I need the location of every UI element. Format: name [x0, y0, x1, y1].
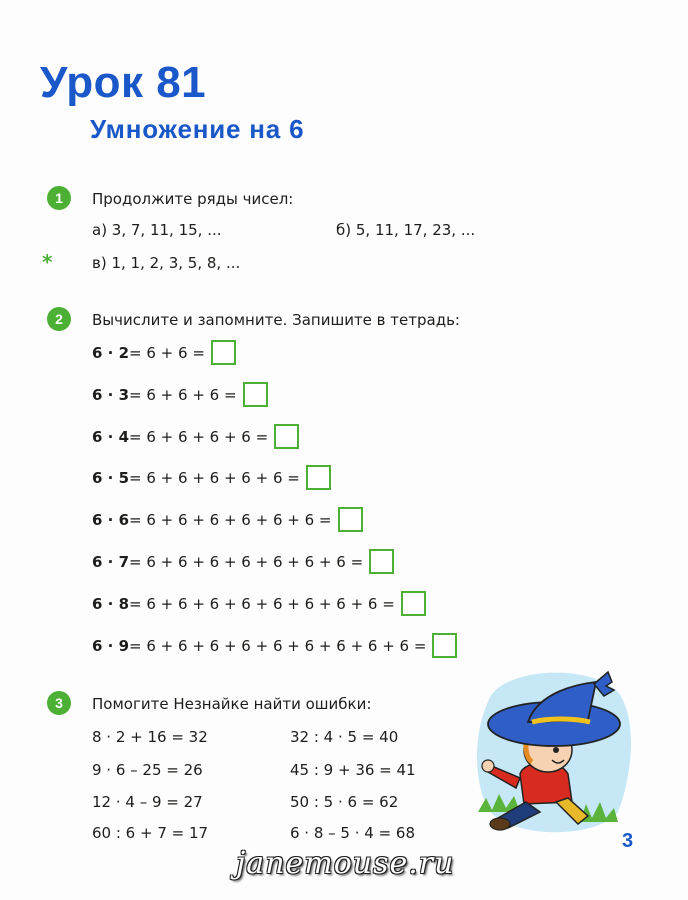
task-2-instruction: Вычислите и запомните. Запишите в тетрадь: — [92, 311, 460, 329]
page-number: 3 — [622, 830, 634, 852]
site-watermark: janemouse.ru — [236, 846, 455, 881]
answer-box[interactable] — [274, 424, 299, 449]
product-expression: 6 · 7 — [92, 552, 130, 571]
task-3-instruction: Помогите Незнайке найти ошибки: — [92, 695, 372, 713]
product-expression: 6 · 9 — [92, 636, 130, 655]
expression-right: 6 · 8 – 5 · 4 = 68 — [290, 824, 416, 842]
product-expression: 6 · 2 — [92, 343, 130, 362]
neznaika-illustration — [468, 662, 636, 842]
sum-expression: = 6 + 6 + 6 + 6 + 6 + 6 + 6 = — [129, 552, 364, 571]
multiplication-row — [92, 591, 426, 616]
task-1-series-c: в) 1, 1, 2, 3, 5, 8, ... — [92, 254, 241, 272]
multiplication-row — [92, 465, 331, 490]
expression-left: 12 · 4 – 9 = 27 — [92, 793, 203, 811]
expression-right: 32 : 4 · 5 = 40 — [290, 728, 399, 746]
sum-expression: = 6 + 6 = — [129, 343, 205, 362]
sum-expression: = 6 + 6 + 6 + 6 + 6 + 6 + 6 + 6 = — [129, 594, 395, 613]
product-expression: 6 · 8 — [92, 594, 130, 613]
multiplication-row — [92, 340, 236, 365]
answer-box[interactable] — [432, 633, 457, 658]
task-3-number-badge: 3 — [47, 691, 71, 715]
product-expression: 6 · 3 — [92, 385, 130, 404]
expression-right: 50 : 5 · 6 = 62 — [290, 793, 399, 811]
task-2-number-badge: 2 — [47, 307, 71, 331]
sum-expression: = 6 + 6 + 6 = — [129, 385, 237, 404]
answer-box[interactable] — [369, 549, 394, 574]
answer-box[interactable] — [338, 507, 363, 532]
difficulty-star-icon: * — [42, 250, 53, 274]
sum-expression: = 6 + 6 + 6 + 6 + 6 + 6 + 6 + 6 + 6 = — [129, 636, 427, 655]
answer-box[interactable] — [211, 340, 236, 365]
sum-expression: = 6 + 6 + 6 + 6 + 6 + 6 = — [129, 510, 332, 529]
answer-box[interactable] — [401, 591, 426, 616]
multiplication-row — [92, 633, 457, 658]
sum-expression: = 6 + 6 + 6 + 6 + 6 = — [129, 468, 300, 487]
expression-left: 9 · 6 – 25 = 26 — [92, 761, 203, 779]
product-expression: 6 · 6 — [92, 510, 130, 529]
lesson-subtitle: Умножение на 6 — [90, 114, 305, 144]
task-1-instruction: Продолжите ряды чисел: — [92, 190, 294, 208]
expression-right: 45 : 9 + 36 = 41 — [290, 761, 416, 779]
task-1-series-a: а) 3, 7, 11, 15, ... — [92, 221, 222, 239]
multiplication-row — [92, 507, 363, 532]
multiplication-row — [92, 382, 268, 407]
multiplication-row — [92, 424, 299, 449]
answer-box[interactable] — [306, 465, 331, 490]
expression-left: 8 · 2 + 16 = 32 — [92, 728, 208, 746]
expression-left: 60 : 6 + 7 = 17 — [92, 824, 209, 842]
product-expression: 6 · 4 — [92, 427, 130, 446]
answer-box[interactable] — [243, 382, 268, 407]
sum-expression: = 6 + 6 + 6 + 6 = — [129, 427, 269, 446]
multiplication-row — [92, 549, 394, 574]
task-1-number-badge: 1 — [47, 186, 71, 210]
lesson-title: Урок 81 — [40, 58, 207, 107]
product-expression: 6 · 5 — [92, 468, 130, 487]
task-1-series-b: б) 5, 11, 17, 23, ... — [336, 221, 476, 239]
